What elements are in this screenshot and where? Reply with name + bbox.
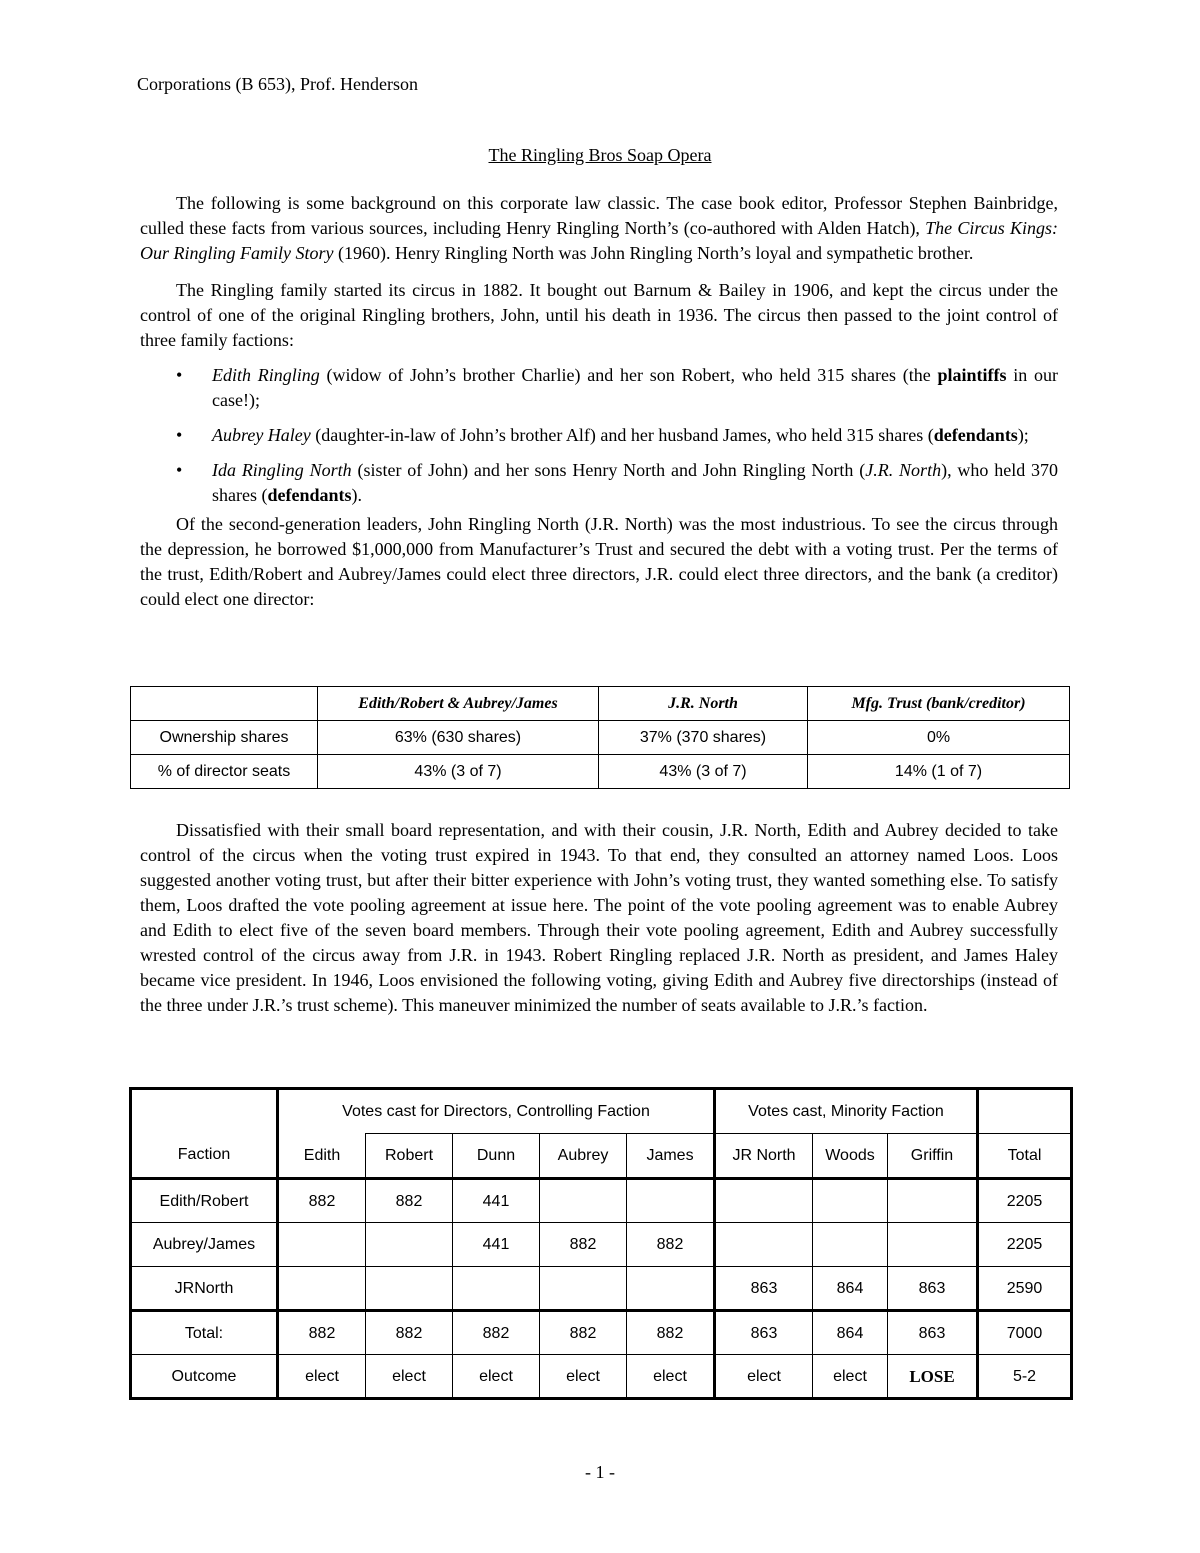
table-header-row bbox=[131, 687, 1070, 721]
table-header-cell: Woods bbox=[813, 1134, 888, 1179]
pooling-section bbox=[140, 818, 1058, 1018]
table-cell: 882 bbox=[366, 1311, 453, 1355]
table-cell: 863 bbox=[888, 1311, 978, 1355]
table-cell bbox=[278, 1267, 366, 1311]
table-header-cell: Total bbox=[978, 1134, 1072, 1179]
table-cell: 863 bbox=[715, 1311, 813, 1355]
table-cell: 43% (3 of 7) bbox=[318, 755, 599, 789]
lose-cell: LOSE bbox=[888, 1355, 978, 1399]
table-header-cell: Aubrey bbox=[540, 1134, 627, 1179]
paragraph-history: The Ringling family started its circus in 1882. It bought out Barnum & Bailey in 1906, and kept the circus under the control of one of the original Ringling brothers, John, until his death in 1936. The circus then passed to the joint control of three family factions: bbox=[140, 280, 1058, 350]
table-cell: 14% (1 of 7) bbox=[808, 755, 1070, 789]
table-cell: 37% (370 shares) bbox=[599, 721, 808, 755]
table-header-cell: Mfg. Trust (bank/creditor) bbox=[808, 687, 1070, 721]
table-cell: 882 bbox=[366, 1179, 453, 1223]
table-group-header: Votes cast, Minority Faction bbox=[715, 1089, 978, 1134]
table-header-cell: Faction bbox=[131, 1089, 278, 1179]
table-cell bbox=[715, 1223, 813, 1267]
table-cell bbox=[888, 1179, 978, 1223]
table-header-cell: James bbox=[627, 1134, 715, 1179]
table-cell bbox=[813, 1223, 888, 1267]
table-cell bbox=[627, 1179, 715, 1223]
list-item: • Ida Ringling North (sister of John) and her sons Henry North and John Ringling North (J.R. North), who held 370 shares (defendants). bbox=[176, 460, 1059, 505]
table-cell: 5-2 bbox=[978, 1355, 1072, 1399]
table-cell: elect bbox=[453, 1355, 540, 1399]
paragraph-voting-trust: Of the second-generation leaders, John Ringling North (J.R. North) was the most industrious. To see the circus through the depression, he borrowed $1,000,000 from Manufacturer’s Trust and secured the debt with a voting trust. Per the terms of the trust, Edith/Robert and Aubrey/James could elect three directors, J.R. could elect three directors, and the bank (a creditor) could elect one director: bbox=[140, 514, 1058, 609]
table-cell: elect bbox=[278, 1355, 366, 1399]
paragraph-pooling-agreement: Dissatisfied with their small board representation, and with their cousin, J.R. North, Edith and Aubrey decided to take control of the circus when the voting trust expired in 1943. To that end, they consulted an attorney named Loos. Loos suggested another voting trust, but after their bitter experience with John’s voting trust, they wanted something else. To satisfy them, Loos drafted the vote pooling agreement at issue here. The point of the vote pooling agreement was to enable Aubrey and Edith to elect five of the seven board members. Through their vote pooling agreement, Edith and Aubrey successfully wrested control of the circus away from J.R. in 1943. Robert Ringling replaced J.R. North as president, and James Haley became vice president. In 1946, Loos envisioned the following voting, giving Edith and Aubrey five directorships (instead of the three under J.R.’s trust scheme). This maneuver minimized the number of seats available to J.R.’s faction. bbox=[140, 820, 1058, 1015]
table-cell bbox=[366, 1223, 453, 1267]
table-cell: 2205 bbox=[978, 1223, 1072, 1267]
table-cell: 882 bbox=[627, 1311, 715, 1355]
list-item: • Edith Ringling (widow of John’s brother Charlie) and her son Robert, who held 315 shares (the plaintiffs in our case!); bbox=[176, 365, 1059, 410]
table-row bbox=[131, 755, 1070, 789]
document-title: The Ringling Bros Soap Opera bbox=[488, 145, 712, 165]
ownership-table bbox=[130, 686, 1070, 789]
table-cell: 863 bbox=[888, 1267, 978, 1311]
table-total-row bbox=[131, 1311, 1072, 1355]
table-header-cell: Robert bbox=[366, 1134, 453, 1179]
table-cell: Aubrey/James bbox=[131, 1223, 278, 1267]
table-cell: 882 bbox=[540, 1311, 627, 1355]
table-cell: 441 bbox=[453, 1223, 540, 1267]
faction-list bbox=[140, 363, 1058, 508]
table-row bbox=[131, 1267, 1072, 1311]
table-cell: elect bbox=[627, 1355, 715, 1399]
table-cell bbox=[366, 1267, 453, 1311]
table-outcome-row bbox=[131, 1355, 1072, 1399]
table-header-cell: JR North bbox=[715, 1134, 813, 1179]
table-cell: elect bbox=[813, 1355, 888, 1399]
table-group-row bbox=[131, 1089, 1072, 1134]
intro-section bbox=[140, 191, 1058, 612]
table-cell bbox=[627, 1267, 715, 1311]
table-cell: 441 bbox=[453, 1179, 540, 1223]
table-cell: elect bbox=[366, 1355, 453, 1399]
table-cell: 7000 bbox=[978, 1311, 1072, 1355]
table-cell: elect bbox=[540, 1355, 627, 1399]
table-cell bbox=[715, 1179, 813, 1223]
table-cell bbox=[278, 1223, 366, 1267]
bullet-icon: • bbox=[176, 425, 183, 445]
table-cell: 882 bbox=[453, 1311, 540, 1355]
table-cell: 882 bbox=[540, 1223, 627, 1267]
table-cell bbox=[888, 1223, 978, 1267]
table-row bbox=[131, 1179, 1072, 1223]
table-cell: 864 bbox=[813, 1311, 888, 1355]
table-cell: elect bbox=[715, 1355, 813, 1399]
table-header-cell: Edith bbox=[278, 1134, 366, 1179]
table-cell: Edith/Robert bbox=[131, 1179, 278, 1223]
bullet-icon: • bbox=[176, 365, 183, 385]
table-header-cell: Edith/Robert & Aubrey/James bbox=[318, 687, 599, 721]
table-cell: 882 bbox=[278, 1179, 366, 1223]
table-header-cell: Dunn bbox=[453, 1134, 540, 1179]
paragraph-intro: The following is some background on this corporate law classic. The case book editor, Professor Stephen Bainbridge, culled these facts from various sources, including Henry Ringling North’s (co-authored with Alden Hatch), The Circus Kings: Our Ringling Family Story (1960). Henry Ringling North was John Ringling North’s loyal and sympathetic brother. bbox=[140, 193, 1058, 263]
table-cell: JRNorth bbox=[131, 1267, 278, 1311]
page-number: - 1 - bbox=[585, 1462, 615, 1482]
table-cell: 43% (3 of 7) bbox=[599, 755, 808, 789]
table-cell: Ownership shares bbox=[131, 721, 318, 755]
table-cell: 0% bbox=[808, 721, 1070, 755]
table-cell bbox=[813, 1179, 888, 1223]
table-group-header: Votes cast for Directors, Controlling Faction bbox=[278, 1089, 715, 1134]
table-cell bbox=[540, 1179, 627, 1223]
bullet-icon: • bbox=[176, 460, 183, 480]
table-header-cell bbox=[131, 687, 318, 721]
table-cell: 2590 bbox=[978, 1267, 1072, 1311]
table-header-cell: J.R. North bbox=[599, 687, 808, 721]
table-cell: Outcome bbox=[131, 1355, 278, 1399]
table-row bbox=[131, 721, 1070, 755]
table-cell: 864 bbox=[813, 1267, 888, 1311]
list-item: • Aubrey Haley (daughter-in-law of John’s brother Alf) and her husband James, who held 315 shares (defendants); bbox=[140, 423, 1058, 448]
table-cell bbox=[540, 1267, 627, 1311]
table-cell: Total: bbox=[131, 1311, 278, 1355]
table-row bbox=[131, 1223, 1072, 1267]
course-header: Corporations (B 653), Prof. Henderson bbox=[137, 74, 418, 94]
table-cell: 882 bbox=[627, 1223, 715, 1267]
table-cell bbox=[453, 1267, 540, 1311]
table-header-cell: Griffin bbox=[888, 1134, 978, 1179]
table-cell: % of director seats bbox=[131, 755, 318, 789]
table-cell: 2205 bbox=[978, 1179, 1072, 1223]
book-title: The Circus Kings: Our Ringling Family Story bbox=[140, 218, 1058, 263]
table-cell: 882 bbox=[278, 1311, 366, 1355]
table-cell: 63% (630 shares) bbox=[318, 721, 599, 755]
voting-table bbox=[129, 1087, 1073, 1400]
table-cell: 863 bbox=[715, 1267, 813, 1311]
